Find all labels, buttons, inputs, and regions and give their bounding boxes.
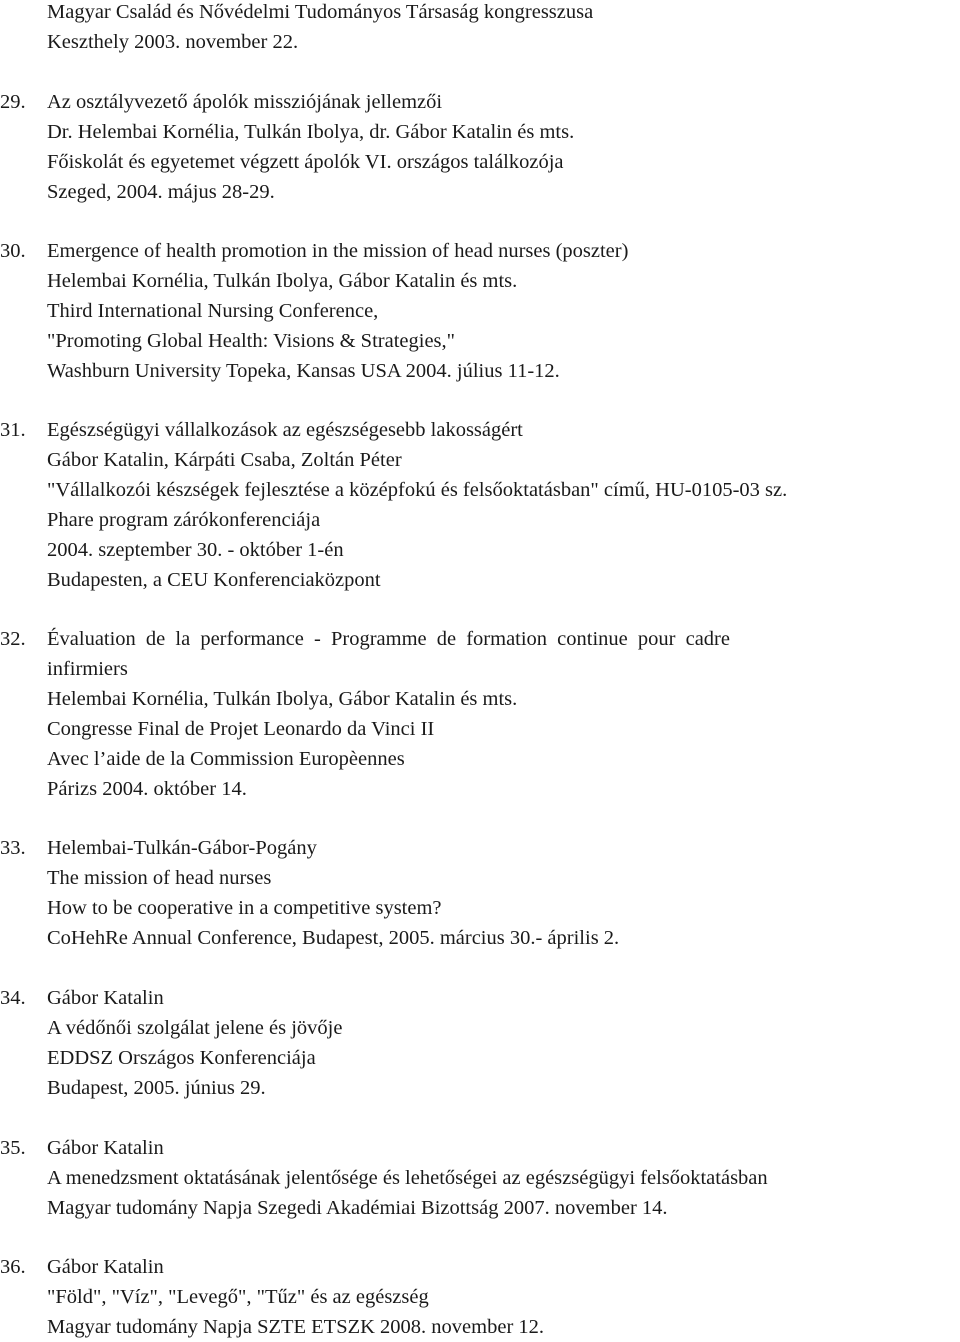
- entry-line: Gábor Katalin, Kárpáti Csaba, Zoltán Péter: [47, 449, 402, 471]
- entry-title: Emergence of health promotion in the mission of head nurses (poszter): [47, 240, 629, 262]
- entry-line: Washburn University Topeka, Kansas USA 2004. július 11-12.: [47, 360, 560, 382]
- entry-title: A védőnői szolgálat jelene és jövője: [47, 1017, 343, 1039]
- entry-title-continued: infirmiers: [47, 658, 128, 680]
- entry-line: 2004. szeptember 30. - október 1-én: [47, 539, 344, 561]
- entry-authors: Gábor Katalin: [47, 987, 164, 1009]
- entry-authors: Gábor Katalin: [47, 1137, 164, 1159]
- entry-title: Az osztályvezető ápolók missziójának jellemzői: [47, 91, 443, 113]
- entry-line: How to be cooperative in a competitive system?: [47, 897, 442, 919]
- entry-line: EDDSZ Országos Konferenciája: [47, 1047, 316, 1069]
- entry-line: Third International Nursing Conference,: [47, 300, 379, 322]
- entry-line: Avec l’aide de la Commission Europèennes: [47, 748, 405, 770]
- entry-number: 30.: [0, 240, 26, 262]
- entry-number: 36.: [0, 1256, 26, 1278]
- entry-number: 35.: [0, 1137, 26, 1159]
- entry-number: 34.: [0, 987, 26, 1009]
- entry-line: Főiskolát és egyetemet végzett ápolók VI. országos találkozója: [47, 151, 564, 173]
- entry-title: "Föld", "Víz", "Levegő", "Tűz" és az egészség: [47, 1286, 429, 1308]
- entry-title: The mission of head nurses: [47, 867, 272, 889]
- entry-line: "Promoting Global Health: Visions & Strategies,": [47, 330, 456, 352]
- entry-line: Magyar tudomány Napja Szegedi Akadémiai Bizottság 2007. november 14.: [47, 1197, 668, 1219]
- entry-line: Szeged, 2004. május 28-29.: [47, 181, 275, 203]
- entry-number: 33.: [0, 837, 26, 859]
- entry-title: Évaluation de la performance - Programme de formation continue pour cadre: [47, 628, 730, 650]
- entry-line: "Vállalkozói készségek fejlesztése a középfokú és felsőoktatásban" című, HU-0105-03 sz.: [47, 479, 788, 501]
- entry-number: 31.: [0, 419, 26, 441]
- entry-line: Budapest, 2005. június 29.: [47, 1077, 266, 1099]
- entry-line: Helembai Kornélia, Tulkán Ibolya, Gábor Katalin és mts.: [47, 688, 518, 710]
- entry-number: 32.: [0, 628, 26, 650]
- entry-number: 29.: [0, 91, 26, 113]
- header-line: Keszthely 2003. november 22.: [47, 31, 299, 53]
- entry-title: A menedzsment oktatásának jelentősége és lehetőségei az egészségügyi felsőoktatásban: [47, 1167, 768, 1189]
- entry-line: Helembai Kornélia, Tulkán Ibolya, Gábor Katalin és mts.: [47, 270, 518, 292]
- entry-authors: Gábor Katalin: [47, 1256, 164, 1278]
- header-line: Magyar Család és Nővédelmi Tudományos Társaság kongresszusa: [47, 1, 594, 23]
- entry-authors: Helembai-Tulkán-Gábor-Pogány: [47, 837, 317, 859]
- entry-line: CoHehRe Annual Conference, Budapest, 2005. március 30.- április 2.: [47, 927, 620, 949]
- entry-line: Budapesten, a CEU Konferenciaközpont: [47, 569, 381, 591]
- entry-line: Magyar tudomány Napja SZTE ETSZK 2008. november 12.: [47, 1316, 545, 1338]
- entry-line: Dr. Helembai Kornélia, Tulkán Ibolya, dr. Gábor Katalin és mts.: [47, 121, 575, 143]
- entry-line: Párizs 2004. október 14.: [47, 778, 247, 800]
- entry-title: Egészségügyi vállalkozások az egészségesebb lakosságért: [47, 419, 523, 441]
- entry-line: Congresse Final de Projet Leonardo da Vinci II: [47, 718, 435, 740]
- entry-line: Phare program zárókonferenciája: [47, 509, 321, 531]
